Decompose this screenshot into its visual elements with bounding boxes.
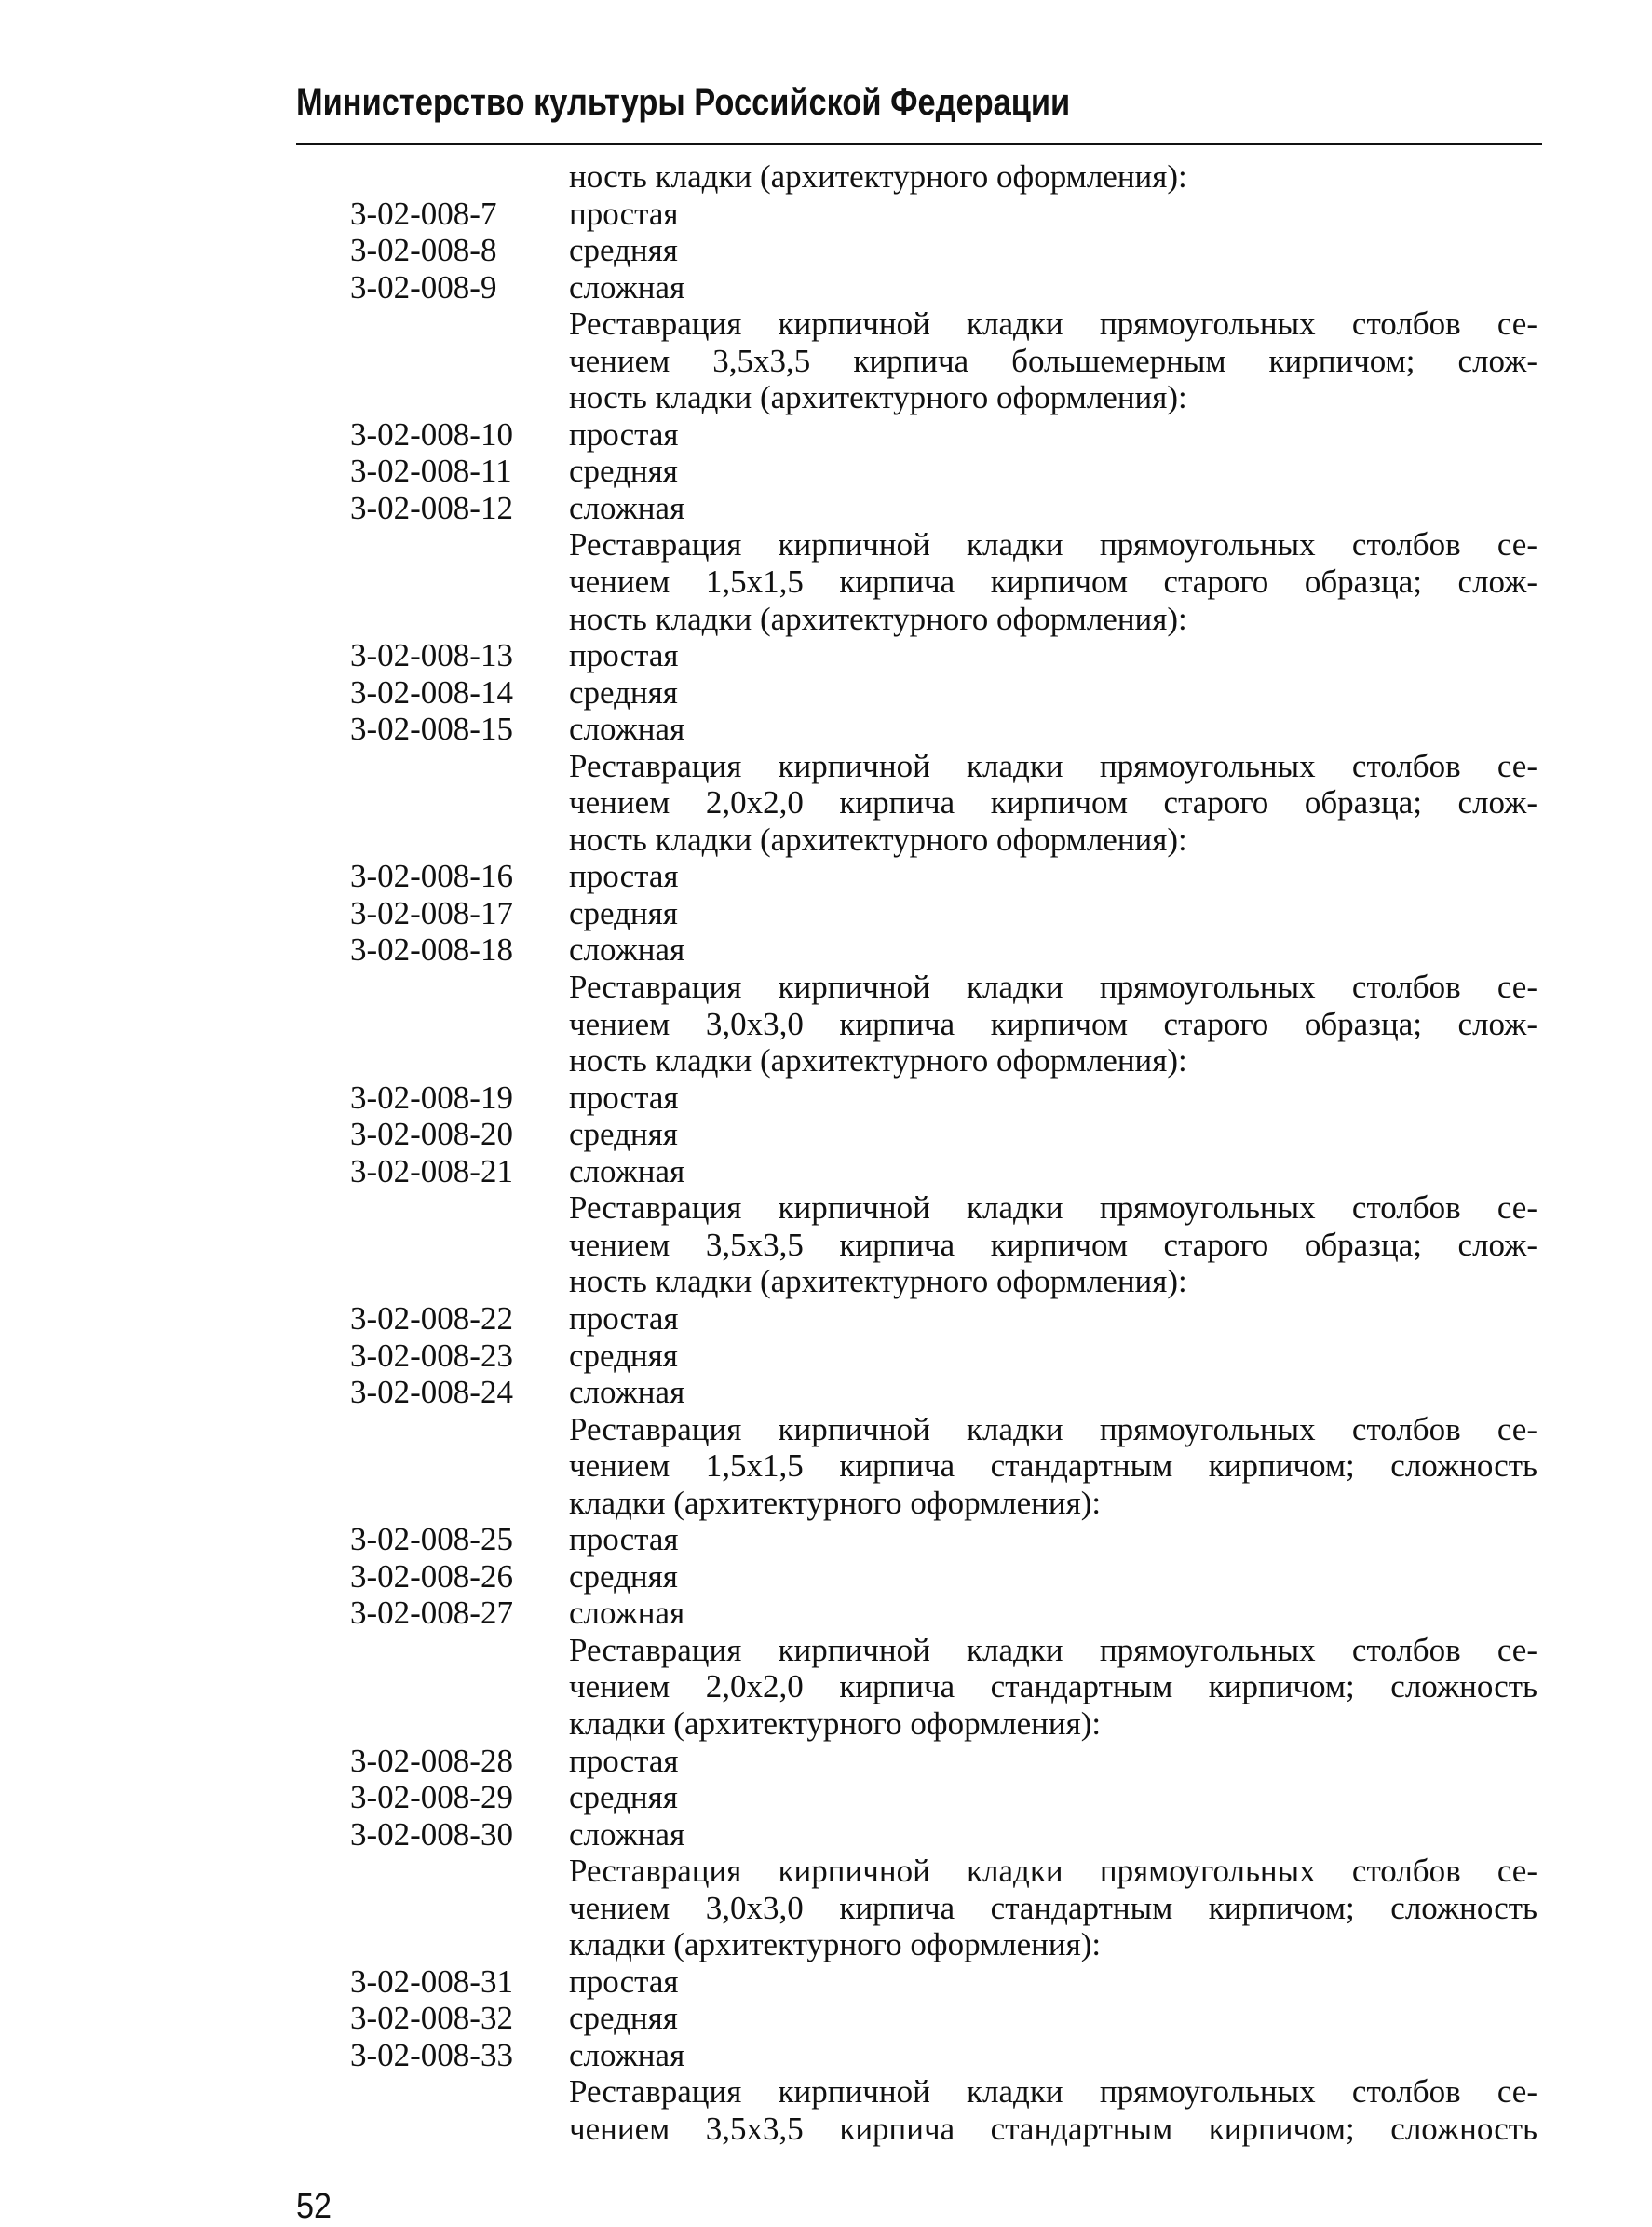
description-line: Реставрация кирпичной кладки прямоугольных столбов се- [569,526,1537,564]
description-line: чением 2,0х2,0 кирпича стандартным кирпичом; сложность [569,1668,1537,1705]
table-row [0,1743,1652,1780]
table-row [0,1374,1652,1411]
item-code: 3-02-008-9 [350,268,497,306]
item-code: 3-02-008-26 [350,1557,513,1595]
table-row [0,711,1652,748]
table-row [0,858,1652,895]
description-line: кладки (архитектурного оформления): [569,1926,1102,1963]
description-line: средняя [569,673,678,711]
item-description [569,2000,1537,2037]
description-line: средняя [569,1116,678,1153]
description-line: сложная [569,1815,685,1853]
description-line: простая [569,1742,679,1779]
item-code: 3-02-008-23 [350,1337,513,1374]
table-row [0,931,1652,969]
item-code: 3-02-008-10 [350,415,513,453]
item-description [569,306,1537,416]
item-code: 3-02-008-13 [350,637,513,674]
description-line: простая [569,1079,679,1116]
item-description [569,1558,1537,1596]
table-row [0,2000,1652,2037]
item-description [569,1153,1537,1190]
page-number: 52 [296,2187,332,2226]
description-line: Реставрация кирпичной кладки прямоугольных столбов се- [569,1189,1537,1227]
description-line: чением 3,0х3,0 кирпича кирпичом старого образца; слож- [569,1005,1537,1042]
item-description [569,158,1537,196]
item-code: 3-02-008-30 [350,1815,513,1853]
description-line: сложная [569,2036,685,2073]
item-code: 3-02-008-32 [350,2000,513,2037]
description-line: средняя [569,453,678,490]
item-code: 3-02-008-17 [350,894,513,931]
description-line: Реставрация кирпичной кладки прямоугольных столбов се- [569,1631,1537,1668]
item-code: 3-02-008-29 [350,1779,513,1816]
item-description [569,232,1537,269]
description-line: сложная [569,1595,685,1632]
description-line: простая [569,1962,679,2000]
table-row [0,2037,1652,2074]
description-line: средняя [569,232,678,269]
item-code: 3-02-008-31 [350,1962,513,2000]
item-code: 3-02-008-28 [350,1742,513,1779]
item-description [569,931,1537,969]
table-row [0,196,1652,233]
item-code: 3-02-008-20 [350,1116,513,1153]
item-code: 3-02-008-8 [350,232,497,269]
section-description-row [0,1853,1652,1963]
item-description [569,1595,1537,1632]
table-row [0,1521,1652,1558]
item-description [569,1411,1537,1522]
item-description [569,748,1537,859]
description-line: сложная [569,1374,685,1411]
item-code: 3-02-008-22 [350,1299,513,1337]
item-description [569,2073,1537,2147]
table-row [0,1338,1652,1375]
description-line: ность кладки (архитектурного оформления): [569,1042,1187,1080]
description-line: средняя [569,894,678,931]
header-rule [296,143,1542,145]
item-description [569,526,1537,637]
description-line: Реставрация кирпичной кладки прямоугольных столбов се- [569,306,1537,343]
item-description [569,1632,1537,1743]
description-line: чением 2,0х2,0 кирпича кирпичом старого образца; слож- [569,784,1537,822]
price-list-table [0,158,1652,2148]
description-line: ность кладки (архитектурного оформления): [569,600,1187,637]
description-line: чением 3,0х3,0 кирпича стандартным кирпичом; сложность [569,1889,1537,1926]
item-code: 3-02-008-7 [350,195,497,232]
table-row [0,1153,1652,1190]
item-code: 3-02-008-25 [350,1521,513,1558]
item-description [569,453,1537,490]
section-description-row [0,1632,1652,1743]
item-description [569,2037,1537,2074]
item-code: 3-02-008-11 [350,453,512,490]
description-line: чением 3,5х3,5 кирпича большемерным кирпичом; слож- [569,342,1537,379]
item-code: 3-02-008-12 [350,489,513,526]
description-line: ность кладки (архитектурного оформления): [569,158,1187,195]
section-description-row [0,2073,1652,2147]
description-line: Реставрация кирпичной кладки прямоугольных столбов се- [569,1410,1537,1447]
table-row [0,1779,1652,1816]
description-line: средняя [569,1337,678,1374]
section-description-row [0,306,1652,416]
table-row [0,232,1652,269]
description-line: сложная [569,931,685,969]
item-description [569,1963,1537,2001]
item-description [569,1521,1537,1558]
item-code: 3-02-008-16 [350,858,513,895]
table-row [0,1816,1652,1854]
item-code: 3-02-008-14 [350,673,513,711]
item-description [569,1080,1537,1117]
section-description-row [0,969,1652,1080]
description-line: простая [569,1521,679,1558]
item-code: 3-02-008-21 [350,1152,513,1189]
item-description [569,1189,1537,1300]
item-description [569,895,1537,932]
table-row [0,453,1652,490]
section-description-row [0,1189,1652,1300]
item-description [569,858,1537,895]
description-line: Реставрация кирпичной кладки прямоугольных столбов се- [569,747,1537,784]
item-code: 3-02-008-15 [350,711,513,748]
item-description [569,674,1537,712]
description-line: средняя [569,2000,678,2037]
description-line: ность кладки (архитектурного оформления): [569,1263,1187,1300]
description-line: чением 1,5х1,5 кирпича кирпичом старого образца; слож- [569,564,1537,601]
section-description-row [0,158,1652,196]
item-description [569,1853,1537,1963]
description-line: простая [569,195,679,232]
section-description-row [0,1411,1652,1522]
item-description [569,196,1537,233]
item-code: 3-02-008-18 [350,931,513,969]
item-description [569,416,1537,454]
item-description [569,711,1537,748]
description-line: ность кладки (архитектурного оформления): [569,821,1187,858]
item-description [569,1300,1537,1338]
description-line: простая [569,858,679,895]
description-line: чением 1,5х1,5 кирпича стандартным кирпичом; сложность [569,1447,1537,1485]
table-row [0,1080,1652,1117]
table-row [0,416,1652,454]
description-line: кладки (архитектурного оформления): [569,1484,1102,1521]
table-row [0,490,1652,527]
table-row [0,1116,1652,1153]
item-description [569,269,1537,306]
table-row [0,637,1652,674]
section-description-row [0,526,1652,637]
table-row [0,895,1652,932]
description-line: средняя [569,1779,678,1816]
description-line: сложная [569,489,685,526]
description-line: кладки (архитектурного оформления): [569,1704,1102,1742]
section-description-row [0,748,1652,859]
item-code: 3-02-008-33 [350,2036,513,2073]
table-row [0,269,1652,306]
table-row [0,674,1652,712]
description-line: Реставрация кирпичной кладки прямоугольных столбов се- [569,969,1537,1006]
table-row [0,1558,1652,1596]
description-line: Реставрация кирпичной кладки прямоугольных столбов се- [569,1853,1537,1890]
item-description [569,1338,1537,1375]
item-description [569,969,1537,1080]
description-line: Реставрация кирпичной кладки прямоугольных столбов се- [569,2073,1537,2111]
description-line: сложная [569,268,685,306]
table-row [0,1963,1652,2001]
item-description [569,1816,1537,1854]
item-description [569,490,1537,527]
description-line: чением 3,5х3,5 кирпича стандартным кирпичом; сложность [569,2110,1537,2147]
description-line: простая [569,1299,679,1337]
description-line: простая [569,637,679,674]
description-line: чением 3,5х3,5 кирпича кирпичом старого образца; слож- [569,1226,1537,1263]
page-header-title: Министерство культуры Российской Федерации [296,82,1071,123]
item-description [569,1779,1537,1816]
description-line: сложная [569,1152,685,1189]
table-row [0,1300,1652,1338]
item-code: 3-02-008-27 [350,1595,513,1632]
item-description [569,1116,1537,1153]
description-line: простая [569,415,679,453]
description-line: средняя [569,1557,678,1595]
description-line: сложная [569,711,685,748]
description-line: ность кладки (архитектурного оформления): [569,379,1187,416]
item-code: 3-02-008-19 [350,1079,513,1116]
item-description [569,1743,1537,1780]
table-row [0,1595,1652,1632]
item-code: 3-02-008-24 [350,1374,513,1411]
item-description [569,1374,1537,1411]
item-description [569,637,1537,674]
